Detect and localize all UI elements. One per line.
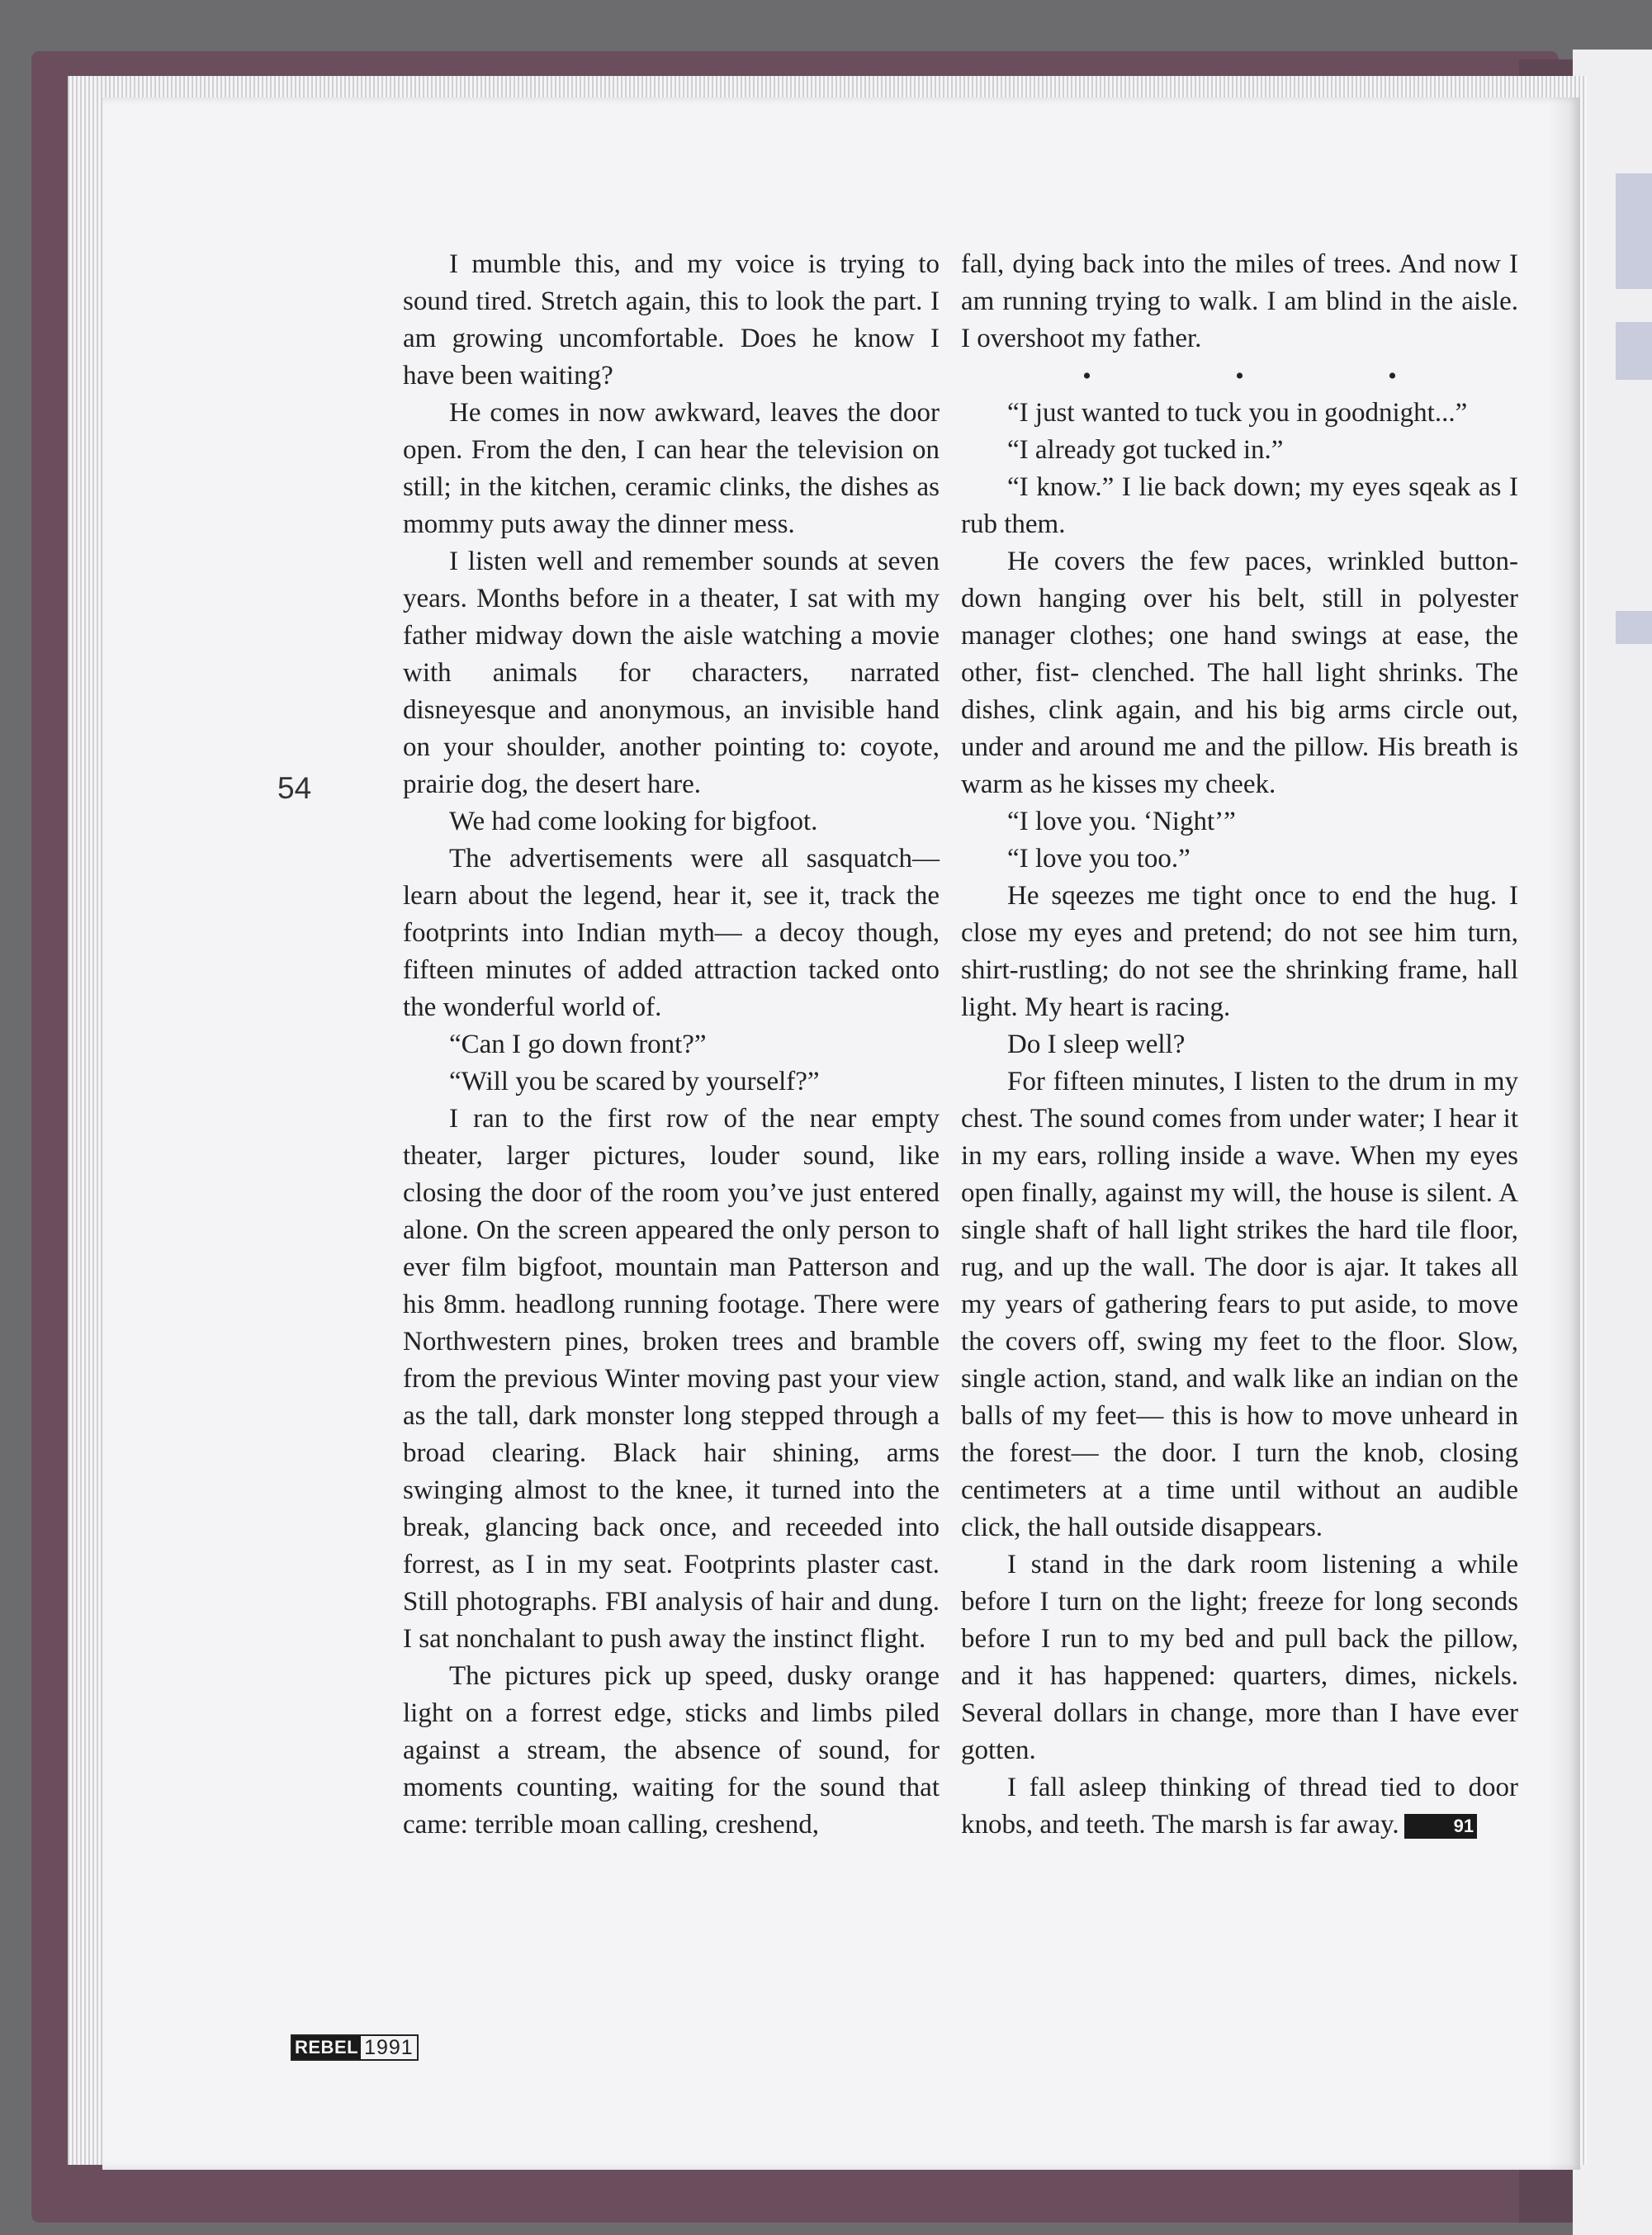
right-text-column [961, 246, 1518, 1844]
left-text-column [403, 246, 940, 1844]
footer-logo-text: REBEL [292, 2036, 361, 2059]
section-break-bullet: • [1235, 362, 1244, 390]
end-mark: 91 [1404, 1814, 1477, 1839]
paragraph: “I love you. ‘Night’” [1007, 807, 1236, 836]
paragraph: “Will you be scared by yourself?” [449, 1067, 820, 1096]
footer-logo [291, 2034, 419, 2061]
paragraph: I ran to the first row of the near empty theater, larger pictures, louder sound, like closing the door of the room you’ve just entered alone. On the screen appeared the only person to ever film bigfoot, mountain man Patterson and his 8mm. headlong running footage. There were Northwestern pines, broken trees and bramble from the previous Winter moving past your view as the tall, dark monster long stepped through a broad clearing. Black hair shining, arms swinging almost to the knee, it turned into the break, glancing back once, and receeded into forrest, as I in my seat. Footprints plaster cast. Still photographs. FBI analysis of hair and dung. I sat nonchalant to push away the instinct flight. [403, 1104, 940, 1654]
paragraph: For fifteen minutes, I listen to the drum in my chest. The sound comes from under water; I hear it in my ears, rolling inside a wave. When my eyes open finally, against my will, the house is silent. A single shaft of hall light strikes the hard tile floor, rug, and up the wall. The door is ajar. It takes all my years of gathering fears to put aside, to move the covers off, swing my feet to the floor. Slow, single action, stand, and walk like an indian on the balls of my feet— this is how to move unheard in the forest— the door. I turn the knob, closing centimeters at a time until without an audible click, the hall outside disappears. [961, 1067, 1518, 1542]
paragraph-continued: fall, dying back into the miles of trees. And now I am running trying to walk. I am blind in the aisle. I overshoot my father. [961, 249, 1518, 353]
footer-year: 1991 [364, 2036, 414, 2059]
page-gutter-shadow [1547, 97, 1580, 2170]
page-number: 54 [277, 771, 312, 805]
paragraph: “Can I go down front?” [449, 1030, 707, 1059]
paragraph: I listen well and remember sounds at seven years. Months before in a theater, I sat with my father midway down the aisle watching a movie with animals for characters, narrated disneyesque and anonymous, an invisible hand on your shoulder, another pointing to: coyote, prairie dog, the desert hare. [403, 547, 940, 799]
paragraph: He covers the few paces, wrinkled button-down hanging over his belt, still in polyester manager clothes; one hand swings at ease, the other, fist- clenched. The hall light shrinks. The dishes, clink again, and his big arms circle out, under and around me and the pillow. His breath is warm as he kisses my cheek. [961, 547, 1518, 799]
paragraph: We had come looking for bigfoot. [449, 807, 818, 836]
section-break-bullet: • [1082, 362, 1091, 390]
paragraph: “I know.” I lie back down; my eyes sqeak as I rub them. [961, 472, 1518, 539]
paragraph: “I already got tucked in.” [1007, 435, 1284, 465]
paragraph: The advertisements were all sasquatch— learn about the legend, hear it, see it, track the footprints into Indian myth— a decoy though, fifteen minutes of added attraction tacked onto the wonderful world of. [403, 844, 940, 1022]
section-break-bullet: • [1388, 362, 1397, 390]
paragraph: I stand in the dark room listening a while before I turn on the light; freeze for long seconds before I run to my bed and pull back the pillow, and it has happened: quarters, dimes, nickels. Several dollars in change, more than I have ever gotten. [961, 1550, 1518, 1765]
paragraph: He comes in now awkward, leaves the door open. From the den, I can hear the television on still; in the kitchen, ceramic clinks, the dishes as mommy puts away the dinner mess. [403, 398, 940, 539]
section-break [961, 358, 1518, 395]
paragraph: He sqeezes me tight once to end the hug. I close my eyes and pretend; do not see him turn, shirt-rustling; do not see the shrinking frame, hall light. My heart is racing. [961, 881, 1518, 1022]
paragraph: “I love you too.” [1007, 844, 1190, 874]
paragraph: “I just wanted to tuck you in goodnight...” [1007, 398, 1468, 428]
final-paragraph [961, 1769, 1518, 1844]
final-paragraph-text: I fall asleep thinking of thread tied to door knobs, and teeth. The marsh is far away. [961, 1773, 1518, 1840]
paragraph: I mumble this, and my voice is trying to sound tired. Stretch again, this to look the part. I am growing uncomfortable. Does he know I have been waiting? [403, 249, 940, 391]
paragraph: The pictures pick up speed, dusky orange light on a forrest edge, sticks and limbs piled against a stream, the absence of sound, for moments counting, waiting for the sound that came: terrible moan calling, creshend, [403, 1661, 940, 1840]
paragraph: Do I sleep well? [1007, 1030, 1186, 1059]
